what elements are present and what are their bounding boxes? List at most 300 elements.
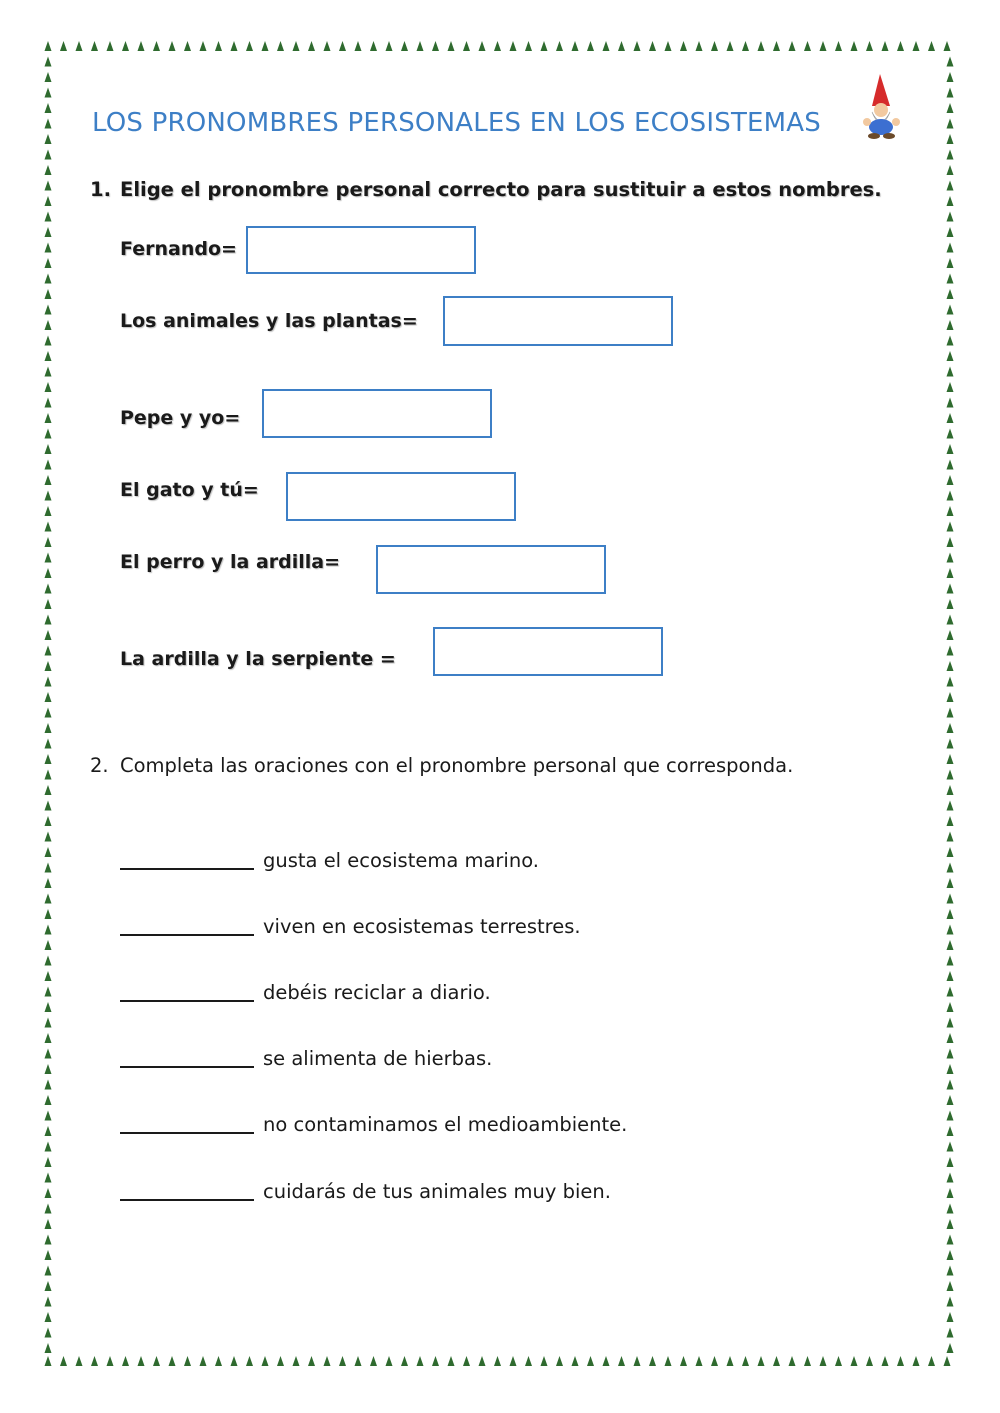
tree-icon	[947, 568, 954, 578]
tree-icon	[727, 41, 734, 51]
tree-icon	[947, 537, 954, 547]
tree-icon	[758, 1356, 765, 1366]
tree-icon	[45, 1297, 52, 1307]
tree-icon	[215, 1356, 222, 1366]
tree-icon	[727, 1356, 734, 1366]
tree-icon	[386, 41, 393, 51]
tree-icon	[947, 460, 954, 470]
tree-icon	[587, 1356, 594, 1366]
tree-icon	[107, 41, 114, 51]
tree-icon	[45, 630, 52, 640]
tree-icon	[138, 41, 145, 51]
tree-icon	[510, 41, 517, 51]
tree-icon	[947, 150, 954, 160]
tree-icon	[246, 1356, 253, 1366]
tree-icon	[45, 351, 52, 361]
tree-icon	[618, 41, 625, 51]
tree-icon	[947, 754, 954, 764]
tree-icon	[45, 770, 52, 780]
tree-icon	[45, 739, 52, 749]
tree-icon	[45, 940, 52, 950]
tree-icon	[947, 444, 954, 454]
sentence-text: debéis reciclar a diario.	[263, 981, 491, 1004]
tree-icon	[200, 41, 207, 51]
tree-icon	[947, 940, 954, 950]
tree-icon	[947, 1064, 954, 1074]
tree-icon	[947, 1235, 954, 1245]
tree-icon	[76, 41, 83, 51]
tree-icon	[339, 41, 346, 51]
tree-icon	[711, 41, 718, 51]
tree-icon	[541, 41, 548, 51]
tree-icon	[184, 1356, 191, 1366]
blank-line[interactable]	[120, 1112, 254, 1134]
tree-icon	[45, 925, 52, 935]
tree-icon	[947, 1204, 954, 1214]
tree-icon	[947, 971, 954, 981]
blank-line[interactable]	[120, 848, 254, 870]
tree-icon	[947, 1126, 954, 1136]
tree-icon	[773, 1356, 780, 1366]
tree-icon	[45, 1018, 52, 1028]
tree-icon	[45, 134, 52, 144]
tree-icon	[947, 661, 954, 671]
tree-icon	[649, 1356, 656, 1366]
answer-box-animales-plantas[interactable]	[443, 296, 673, 346]
tree-icon	[947, 413, 954, 423]
tree-icon	[45, 1002, 52, 1012]
tree-icon	[947, 1080, 954, 1090]
tree-icon	[947, 692, 954, 702]
tree-icon	[45, 103, 52, 113]
tree-icon	[947, 925, 954, 935]
tree-icon	[541, 1356, 548, 1366]
tree-icon	[947, 491, 954, 501]
tree-icon	[603, 1356, 610, 1366]
tree-icon	[45, 832, 52, 842]
tree-icon	[45, 1266, 52, 1276]
answer-box-perro-ardilla[interactable]	[376, 545, 606, 594]
tree-icon	[947, 1002, 954, 1012]
tree-icon	[45, 909, 52, 919]
tree-icon	[215, 41, 222, 51]
tree-icon	[45, 212, 52, 222]
tree-icon	[947, 863, 954, 873]
tree-icon	[45, 227, 52, 237]
tree-icon	[665, 41, 672, 51]
tree-icon	[277, 41, 284, 51]
tree-icon	[60, 1356, 67, 1366]
gnome-icon	[858, 72, 906, 140]
tree-icon	[947, 801, 954, 811]
tree-icon	[45, 723, 52, 733]
tree-icon	[947, 320, 954, 330]
tree-icon	[947, 1018, 954, 1028]
tree-icon	[947, 1219, 954, 1229]
tree-icon	[494, 41, 501, 51]
item-label: Fernando=	[120, 238, 237, 260]
tree-icon	[122, 1356, 129, 1366]
exercise-2-instruction	[90, 754, 793, 777]
tree-icon	[45, 754, 52, 764]
tree-icon	[293, 1356, 300, 1366]
tree-icon	[386, 1356, 393, 1366]
tree-icon	[820, 41, 827, 51]
item-label: La ardilla y la serpiente =	[120, 648, 396, 670]
tree-icon	[603, 41, 610, 51]
tree-icon	[45, 1235, 52, 1245]
tree-icon	[45, 1312, 52, 1322]
tree-icon	[45, 1126, 52, 1136]
tree-icon	[138, 1356, 145, 1366]
tree-icon	[169, 1356, 176, 1366]
blank-line[interactable]	[120, 1046, 254, 1068]
tree-icon	[947, 739, 954, 749]
tree-icon	[947, 227, 954, 237]
tree-icon	[45, 475, 52, 485]
tree-icon	[169, 41, 176, 51]
tree-icon	[45, 444, 52, 454]
tree-icon	[947, 1328, 954, 1338]
tree-icon	[947, 832, 954, 842]
tree-icon	[355, 1356, 362, 1366]
item-label: Los animales y las plantas=	[120, 310, 418, 332]
tree-icon	[370, 41, 377, 51]
blank-line[interactable]	[120, 1179, 254, 1201]
tree-icon	[479, 1356, 486, 1366]
tree-icon	[45, 491, 52, 501]
tree-icon	[789, 1356, 796, 1366]
tree-icon	[184, 41, 191, 51]
tree-icon	[634, 1356, 641, 1366]
tree-icon	[479, 41, 486, 51]
tree-icon	[45, 181, 52, 191]
tree-icon	[45, 165, 52, 175]
tree-icon	[947, 72, 954, 82]
tree-icon	[417, 1356, 424, 1366]
tree-icon	[262, 41, 269, 51]
tree-icon	[820, 1356, 827, 1366]
answer-box-pepe-yo[interactable]	[262, 389, 492, 438]
tree-icon	[556, 1356, 563, 1366]
tree-icon	[45, 863, 52, 873]
item-label: Pepe y yo=	[120, 407, 241, 429]
tree-icon	[277, 1356, 284, 1366]
tree-icon	[401, 1356, 408, 1366]
tree-icon	[45, 1111, 52, 1121]
tree-icon	[45, 460, 52, 470]
tree-icon	[308, 1356, 315, 1366]
tree-icon	[866, 41, 873, 51]
tree-icon	[45, 692, 52, 702]
tree-icon	[758, 41, 765, 51]
tree-icon	[947, 336, 954, 346]
tree-icon	[928, 41, 935, 51]
tree-icon	[45, 88, 52, 98]
tree-icon	[947, 103, 954, 113]
tree-icon	[525, 1356, 532, 1366]
exercise-1-instruction	[90, 178, 882, 201]
tree-icon	[711, 1356, 718, 1366]
tree-icon	[947, 987, 954, 997]
tree-icon	[45, 1328, 52, 1338]
tree-icon	[742, 1356, 749, 1366]
tree-icon	[45, 522, 52, 532]
exercise-1-text: Elige el pronombre personal correcto para sustituir a estos nombres.	[120, 178, 882, 201]
tree-icon	[45, 785, 52, 795]
item-label: El gato y tú=	[120, 479, 259, 501]
tree-icon	[246, 41, 253, 51]
tree-icon	[947, 1266, 954, 1276]
tree-icon	[947, 770, 954, 780]
tree-icon	[947, 165, 954, 175]
tree-icon	[45, 1142, 52, 1152]
tree-icon	[45, 584, 52, 594]
tree-icon	[324, 1356, 331, 1366]
tree-icon	[804, 41, 811, 51]
tree-icon	[200, 1356, 207, 1366]
tree-icon	[897, 1356, 904, 1366]
tree-icon	[947, 1049, 954, 1059]
tree-icon	[572, 41, 579, 51]
exercise-2-number: 2.	[90, 754, 109, 777]
tree-icon	[45, 537, 52, 547]
tree-icon	[947, 258, 954, 268]
tree-icon	[432, 1356, 439, 1366]
tree-icon	[339, 1356, 346, 1366]
tree-icon	[45, 847, 52, 857]
tree-icon	[45, 801, 52, 811]
tree-icon	[947, 398, 954, 408]
item-label: El perro y la ardilla=	[120, 551, 341, 573]
sentence-item	[120, 1043, 492, 1070]
sentence-item	[120, 977, 491, 1004]
tree-icon	[556, 41, 563, 51]
tree-icon	[882, 1356, 889, 1366]
tree-icon	[696, 41, 703, 51]
tree-icon	[947, 909, 954, 919]
tree-icon	[45, 1250, 52, 1260]
tree-icon	[947, 878, 954, 888]
tree-icon	[45, 1356, 52, 1366]
tree-icon	[370, 1356, 377, 1366]
tree-icon	[45, 894, 52, 904]
tree-icon	[947, 351, 954, 361]
tree-icon	[231, 1356, 238, 1366]
tree-icon	[45, 708, 52, 718]
tree-icon	[913, 41, 920, 51]
sentence-item	[120, 845, 539, 872]
tree-icon	[649, 41, 656, 51]
tree-icon	[944, 41, 951, 51]
sentence-text: no contaminamos el medioambiente.	[263, 1113, 628, 1136]
tree-icon	[680, 1356, 687, 1366]
tree-icon	[947, 1312, 954, 1322]
tree-icon	[45, 367, 52, 377]
tree-icon	[947, 677, 954, 687]
tree-icon	[45, 1049, 52, 1059]
sentence-text: cuidarás de tus animales muy bien.	[263, 1180, 611, 1203]
tree-icon	[76, 1356, 83, 1366]
tree-icon	[947, 630, 954, 640]
tree-icon	[417, 41, 424, 51]
tree-icon	[789, 41, 796, 51]
tree-icon	[804, 1356, 811, 1366]
tree-icon	[448, 41, 455, 51]
tree-icon	[45, 336, 52, 346]
tree-icon	[45, 553, 52, 563]
tree-icon	[947, 119, 954, 129]
tree-icon	[866, 1356, 873, 1366]
tree-icon	[947, 429, 954, 439]
tree-icon	[947, 506, 954, 516]
tree-icon	[947, 723, 954, 733]
tree-icon	[947, 212, 954, 222]
tree-icon	[45, 646, 52, 656]
tree-icon	[947, 847, 954, 857]
sentence-text: se alimenta de hierbas.	[263, 1047, 493, 1070]
answer-box-gato-tu[interactable]	[286, 472, 516, 521]
tree-icon	[947, 1188, 954, 1198]
tree-icon	[45, 243, 52, 253]
tree-icon	[835, 41, 842, 51]
tree-icon	[45, 1204, 52, 1214]
tree-icon	[947, 1250, 954, 1260]
tree-icon	[45, 382, 52, 392]
tree-icon	[45, 289, 52, 299]
tree-icon	[947, 553, 954, 563]
tree-icon	[947, 708, 954, 718]
tree-icon	[45, 1219, 52, 1229]
tree-icon	[618, 1356, 625, 1366]
tree-icon	[947, 816, 954, 826]
tree-icon	[45, 661, 52, 671]
tree-icon	[45, 398, 52, 408]
tree-icon	[45, 72, 52, 82]
tree-icon	[947, 382, 954, 392]
tree-icon	[91, 1356, 98, 1366]
sentence-item	[120, 1176, 611, 1203]
tree-icon	[463, 41, 470, 51]
tree-icon	[432, 41, 439, 51]
tree-icon	[947, 894, 954, 904]
answer-box-fernando[interactable]	[246, 226, 476, 274]
tree-icon	[45, 1281, 52, 1291]
tree-icon	[947, 243, 954, 253]
tree-icon	[45, 615, 52, 625]
tree-icon	[401, 41, 408, 51]
tree-icon	[45, 413, 52, 423]
tree-icon	[947, 289, 954, 299]
exercise-1-number: 1.	[90, 178, 111, 201]
tree-icon	[153, 41, 160, 51]
tree-icon	[947, 956, 954, 966]
tree-icon	[45, 1173, 52, 1183]
tree-icon	[463, 1356, 470, 1366]
tree-icon	[45, 1343, 52, 1353]
tree-icon	[944, 1356, 951, 1366]
tree-icon	[45, 305, 52, 315]
tree-icon	[45, 320, 52, 330]
tree-icon	[835, 1356, 842, 1366]
blank-line[interactable]	[120, 914, 254, 936]
sentence-text: viven en ecosistemas terrestres.	[263, 915, 581, 938]
tree-icon	[153, 1356, 160, 1366]
tree-icon	[494, 1356, 501, 1366]
tree-icon	[45, 196, 52, 206]
sentence-item	[120, 911, 581, 938]
tree-icon	[324, 41, 331, 51]
tree-icon	[45, 1064, 52, 1074]
tree-icon	[947, 57, 954, 67]
tree-icon	[947, 1033, 954, 1043]
tree-icon	[231, 41, 238, 51]
tree-icon	[947, 196, 954, 206]
tree-icon	[45, 41, 52, 51]
tree-icon	[45, 506, 52, 516]
tree-icon	[773, 41, 780, 51]
tree-icon	[947, 646, 954, 656]
tree-icon	[947, 584, 954, 594]
tree-icon	[634, 41, 641, 51]
tree-icon	[928, 1356, 935, 1366]
tree-icon	[308, 41, 315, 51]
answer-box-ardilla-serpiente[interactable]	[433, 627, 663, 676]
page-title: LOS PRONOMBRES PERSONALES EN LOS ECOSISTEMAS	[92, 108, 821, 138]
blank-line[interactable]	[120, 980, 254, 1002]
exercise-2-text: Completa las oraciones con el pronombre personal que corresponda.	[120, 754, 794, 777]
tree-icon	[947, 305, 954, 315]
tree-icon	[45, 677, 52, 687]
tree-icon	[947, 522, 954, 532]
tree-icon	[448, 1356, 455, 1366]
sentence-item	[120, 1109, 627, 1136]
tree-icon	[947, 1343, 954, 1353]
tree-icon	[947, 1297, 954, 1307]
tree-icon	[851, 1356, 858, 1366]
tree-icon	[947, 615, 954, 625]
tree-icon	[45, 274, 52, 284]
tree-icon	[851, 41, 858, 51]
tree-icon	[45, 987, 52, 997]
tree-icon	[122, 41, 129, 51]
tree-icon	[947, 367, 954, 377]
tree-icon	[355, 41, 362, 51]
tree-icon	[45, 429, 52, 439]
tree-icon	[947, 475, 954, 485]
tree-icon	[947, 274, 954, 284]
tree-icon	[45, 816, 52, 826]
tree-icon	[510, 1356, 517, 1366]
tree-icon	[947, 181, 954, 191]
tree-icon	[947, 1095, 954, 1105]
tree-icon	[947, 599, 954, 609]
tree-icon	[107, 1356, 114, 1366]
tree-icon	[45, 878, 52, 888]
sentence-text: gusta el ecosistema marino.	[263, 849, 539, 872]
tree-icon	[680, 41, 687, 51]
tree-icon	[45, 57, 52, 67]
tree-icon	[947, 785, 954, 795]
tree-icon	[45, 956, 52, 966]
tree-icon	[60, 41, 67, 51]
tree-icon	[45, 150, 52, 160]
tree-icon	[45, 568, 52, 578]
tree-icon	[525, 41, 532, 51]
tree-icon	[587, 41, 594, 51]
tree-icon	[947, 88, 954, 98]
tree-icon	[45, 971, 52, 981]
